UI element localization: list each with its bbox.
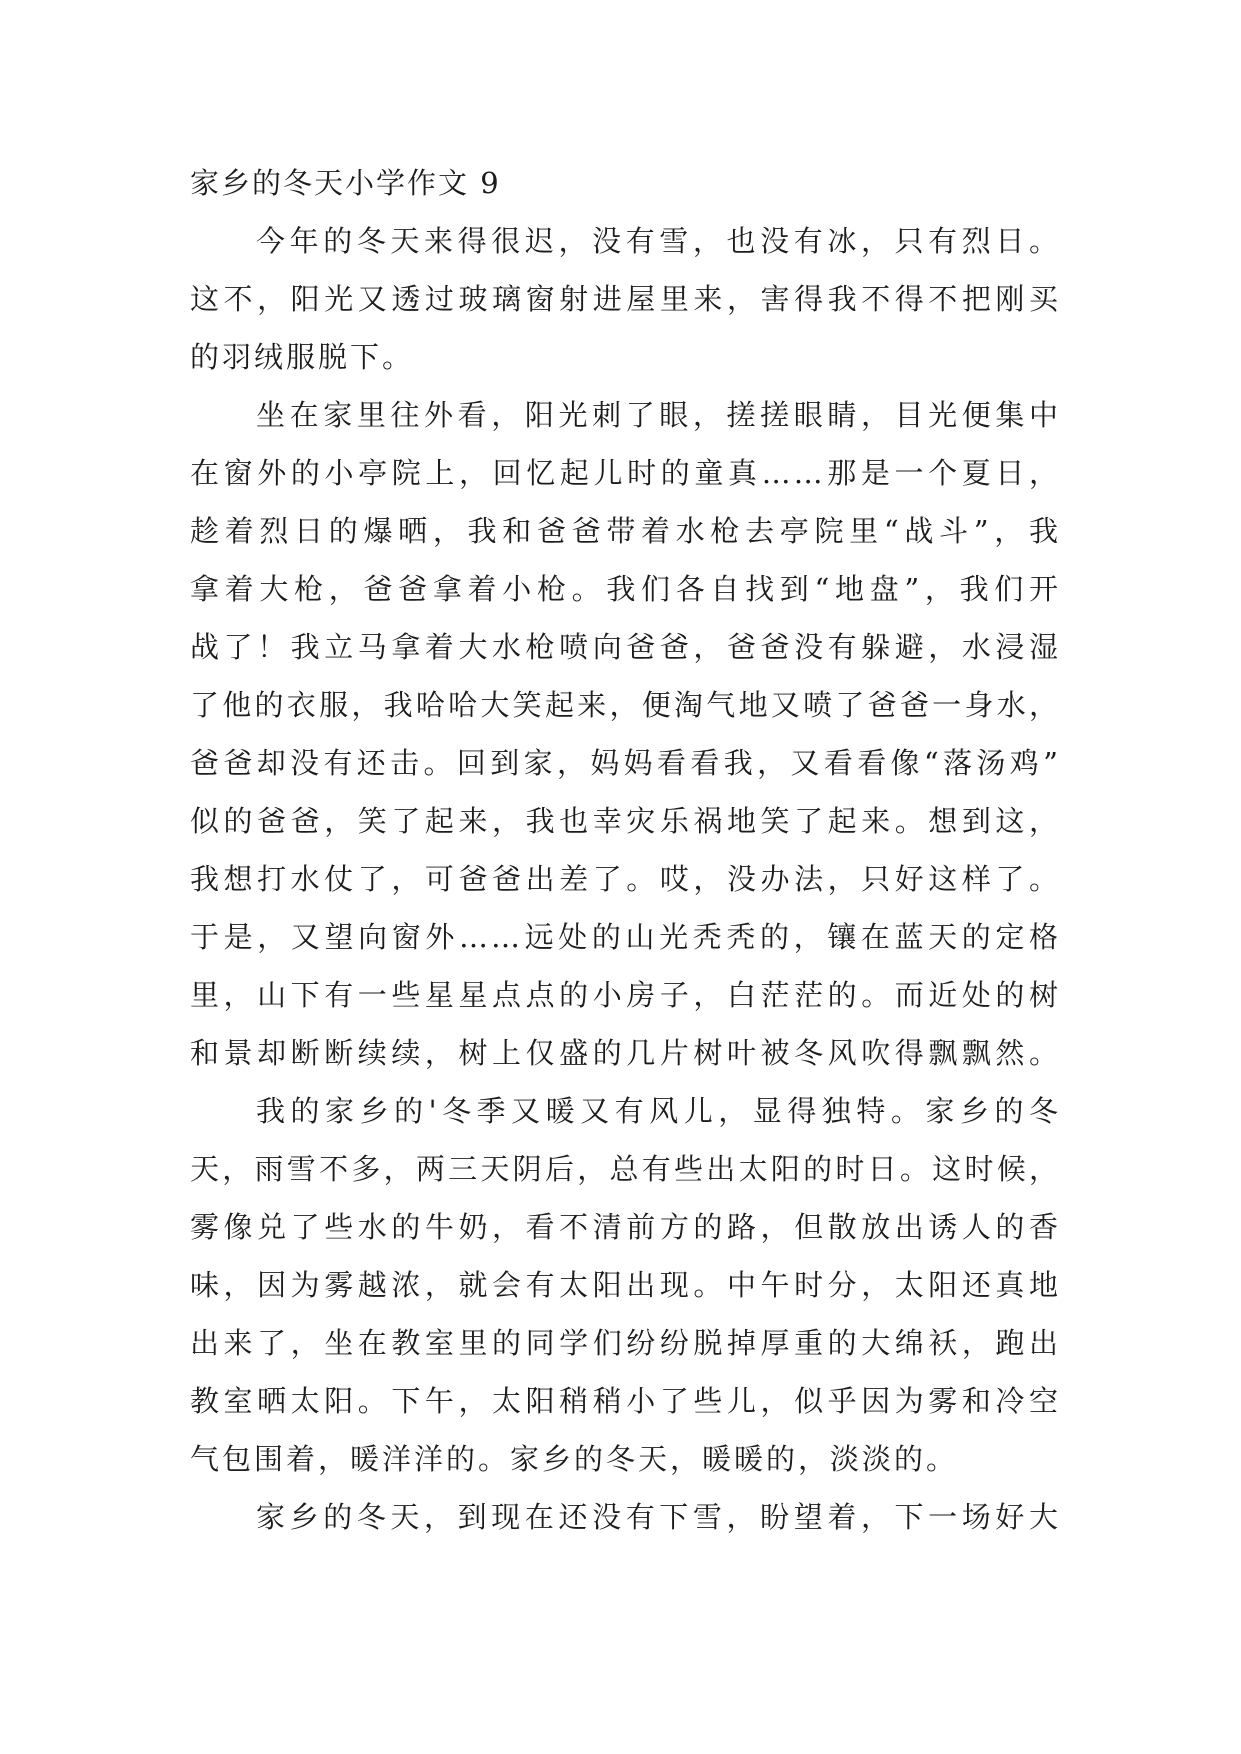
text-line: 战了！我立马拿着大水枪喷向爸爸，爸爸没有躲避，水浸湿 bbox=[190, 630, 1061, 664]
text-line: 爸爸却没有还击。回到家，妈妈看看我，又看看像“落汤鸡” bbox=[190, 746, 1061, 780]
text-line: 坐在家里往外看，阳光刺了眼，搓搓眼睛，目光便集中 bbox=[256, 398, 1061, 432]
text-line: 教室晒太阳。下午，太阳稍稍小了些儿，似乎因为雾和冷空 bbox=[190, 1384, 1061, 1418]
paragraph-4 bbox=[190, 1488, 1061, 1546]
text-line: 天，雨雪不多，两三天阴后，总有些出太阳的时日。这时候， bbox=[190, 1152, 1061, 1186]
text-line: 出来了，坐在教室里的同学们纷纷脱掉厚重的大绵袄，跑出 bbox=[190, 1326, 1061, 1360]
text-line: 于是，又望向窗外……远处的山光秃秃的，镶在蓝天的定格 bbox=[190, 920, 1061, 954]
document-body bbox=[190, 154, 1061, 1546]
text-line: 家乡的冬天，到现在还没有下雪，盼望着，下一场好大 bbox=[256, 1500, 1061, 1534]
text-line: 在窗外的小亭院上，回忆起儿时的童真……那是一个夏日， bbox=[190, 456, 1061, 490]
text-line: 里，山下有一些星星点点的小房子，白茫茫的。而近处的树 bbox=[190, 978, 1061, 1012]
text-line: 我的家乡的'冬季又暖又有风儿，显得独特。家乡的冬 bbox=[256, 1094, 1061, 1128]
text-line: 这不，阳光又透过玻璃窗射进屋里来，害得我不得不把刚买 bbox=[190, 282, 1061, 316]
text-line: 我想打水仗了，可爸爸出差了。哎，没办法，只好这样了。 bbox=[190, 862, 1061, 896]
text-line: 趁着烈日的爆晒，我和爸爸带着水枪去亭院里“战斗”，我 bbox=[190, 514, 1061, 548]
text-line: 气包围着，暖洋洋的。家乡的冬天，暖暖的，淡淡的。 bbox=[190, 1442, 959, 1476]
paragraph-3 bbox=[190, 1082, 1061, 1488]
text-line: 的羽绒服脱下。 bbox=[190, 340, 415, 374]
paragraph-1 bbox=[190, 212, 1061, 386]
text-line: 拿着大枪，爸爸拿着小枪。我们各自找到“地盘”，我们开 bbox=[190, 572, 1061, 606]
text-line: 今年的冬天来得很迟，没有雪，也没有冰，只有烈日。 bbox=[256, 224, 1061, 258]
text-line: 味，因为雾越浓，就会有太阳出现。中午时分，太阳还真地 bbox=[190, 1268, 1061, 1302]
text-line: 了他的衣服，我哈哈大笑起来，便淘气地又喷了爸爸一身水， bbox=[190, 688, 1061, 722]
text-line: 雾像兑了些水的牛奶，看不清前方的路，但散放出诱人的香 bbox=[190, 1210, 1061, 1244]
text-line: 似的爸爸，笑了起来，我也幸灾乐祸地笑了起来。想到这， bbox=[190, 804, 1061, 838]
document-title: 家乡的冬天小学作文 9 bbox=[190, 166, 501, 200]
paragraph-2 bbox=[190, 386, 1061, 1082]
text-line: 和景却断断续续，树上仅盛的几片树叶被冬风吹得飘飘然。 bbox=[190, 1036, 1061, 1070]
